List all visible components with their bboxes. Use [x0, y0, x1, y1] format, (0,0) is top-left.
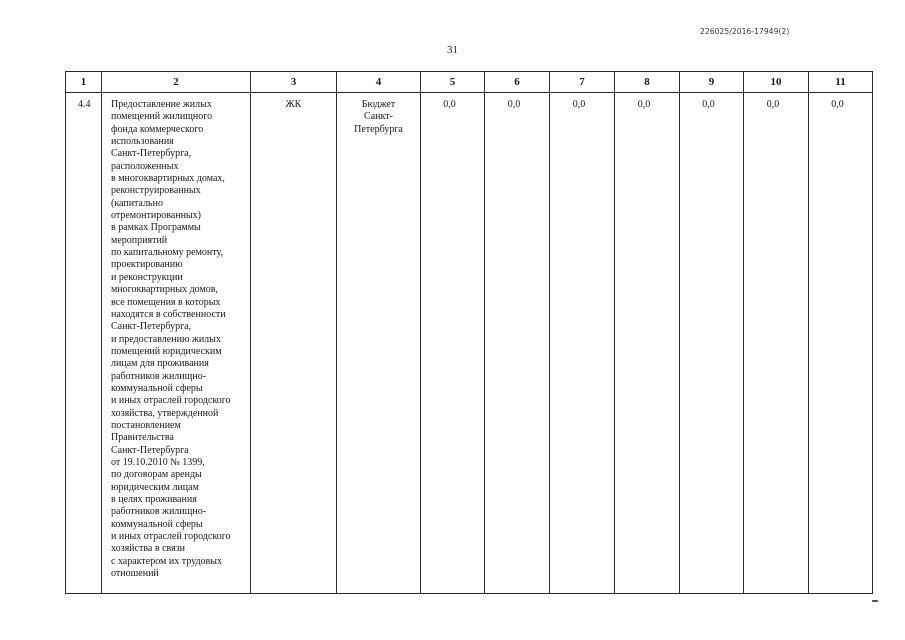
value-cell	[421, 93, 485, 594]
column-header: 2	[102, 72, 251, 93]
table-header-row	[66, 72, 873, 93]
column-header: 6	[485, 72, 550, 93]
page-number: 31	[447, 44, 458, 56]
value-cell	[550, 93, 615, 594]
row-value: 0,0	[702, 99, 715, 110]
description-cell	[102, 93, 251, 594]
value-cell	[809, 93, 873, 594]
value-cell	[680, 93, 744, 594]
column-header: 7	[550, 72, 615, 93]
column-header: 4	[337, 72, 421, 93]
column-header: 3	[251, 72, 337, 93]
column-header: 8	[615, 72, 680, 93]
value-cell	[485, 93, 550, 594]
value-cell	[615, 93, 680, 594]
code-cell	[251, 93, 337, 594]
column-header: 5	[421, 72, 485, 93]
table-row	[66, 93, 873, 594]
row-value: 0,0	[766, 99, 780, 110]
column-header: 11	[809, 72, 873, 93]
row-value: 0,0	[572, 99, 586, 110]
row-number: 4.4	[78, 99, 91, 110]
column-header: 1	[66, 72, 102, 93]
row-funding-source: Бюджет Санкт- Петербурга	[354, 99, 403, 135]
value-cell	[744, 93, 809, 594]
row-value: 0,0	[637, 99, 651, 110]
row-code: ЖК	[285, 99, 302, 110]
source-cell	[337, 93, 421, 594]
data-table	[65, 71, 873, 594]
row-number-cell	[66, 93, 102, 594]
column-header: 9	[680, 72, 744, 93]
row-value: 0,0	[507, 99, 521, 110]
column-header: 10	[744, 72, 809, 93]
scan-mark	[872, 600, 878, 602]
row-description: Предоставление жилых помещений жилищного фонда коммерческого использования Санкт-Петербурга, расположенных в многоквартирных домах, реконструированных (капитально отремонтированных) в рамках Программы мероприятий по капитальному ремонту, проектированию и реконструкции многоквартирных домов, все помещения в которых находятся в собственности Санкт-Петербурга, и предоставлению жилых помещений юридическим лицам для проживания работников жилищно- коммунальной сферы и иных отраслей городского хозяйства, утвержденной постановлением Правительства Санкт-Петербурга от 19.10.2010 № 1399, по договорам аренды юридическим лицам в целях проживания работников жилищно- коммунальной сферы и иных отраслей городского хозяйства в связи с характером их трудовых отношений	[111, 99, 231, 580]
row-value: 0,0	[443, 99, 456, 110]
document-id: 226025/2016-17949(2)	[700, 27, 790, 36]
row-value: 0,0	[831, 99, 844, 110]
